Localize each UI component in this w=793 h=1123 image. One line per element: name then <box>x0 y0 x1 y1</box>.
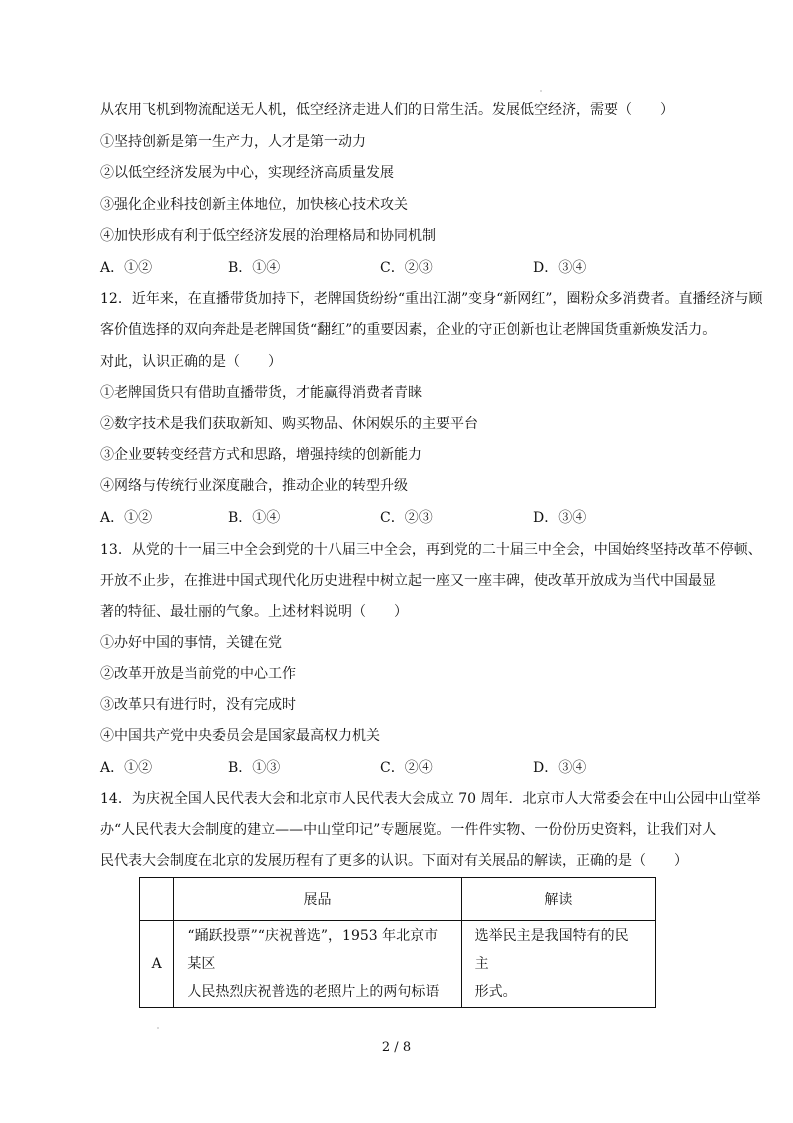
q13-item-2: ②改革开放是当前党的中心工作 <box>100 666 296 682</box>
q11-item-4: ④加快形成有利于低空经济发展的治理格局和协同机制 <box>100 228 436 244</box>
exhibit-table <box>139 877 656 1008</box>
page-number: 2 / 8 <box>381 1040 412 1055</box>
exhibit-line-2: 人民热烈庆祝普选的老照片上的两句标语 <box>187 984 440 1000</box>
header-label-cell <box>140 878 174 921</box>
q12-stem-line-1: 12．近年来，在直播带货加持下，老牌国货纷纷“重出江湖”变身“新网红”，圈粉众多消费者。直播经济与顾 <box>100 291 763 307</box>
q12-stem-line-3: 对此，认识正确的是（ ） <box>100 354 282 370</box>
q11-options <box>100 258 660 278</box>
q14-stem-line-2: 办“人民代表大会制度的建立——中山堂印记”专题展览。一件件实物、一份份历史资料，让我们对人 <box>100 822 717 838</box>
q11-item-2: ②以低空经济发展为中心，实现经济高质量发展 <box>100 165 394 181</box>
q12-options <box>100 508 660 528</box>
exhibit-table-header <box>140 878 656 921</box>
reading-line-2: 形式。 <box>474 984 517 1000</box>
row-label[interactable]: A <box>140 921 174 1008</box>
q11-option-b[interactable]: B．①④ <box>228 260 281 276</box>
q13-stem-line-3: 著的特征、最壮丽的气象。上述材料说明（ ） <box>100 604 408 620</box>
q12-item-2: ②数字技术是我们获取新知、购买物品、休闲娱乐的主要平台 <box>100 416 478 432</box>
q13-option-d[interactable]: D．③④ <box>533 760 587 776</box>
q13-item-3: ③改革只有进行时，没有完成时 <box>100 697 296 713</box>
reading-cell <box>461 921 655 1008</box>
q13-option-b[interactable]: B．①③ <box>228 760 281 776</box>
q11-option-c[interactable]: C．②③ <box>380 260 433 276</box>
scan-speck <box>157 1027 159 1029</box>
q13-option-a[interactable]: A．①② <box>100 760 153 776</box>
q12-item-4: ④网络与传统行业深度融合，推动企业的转型升级 <box>100 478 408 494</box>
q13-item-1: ①办好中国的事情，关键在党 <box>100 635 282 651</box>
q13-stem-line-2: 开放不止步，在推进中国式现代化历史进程中树立起一座又一座丰碑，使改革开放成为当代中国最显 <box>100 573 716 589</box>
table-row <box>140 921 656 1008</box>
q12-option-d[interactable]: D．③④ <box>533 510 587 526</box>
q12-stem-line-2: 客价值选择的双向奔赴是老牌国货“翻红”的重要因素，企业的守正创新也让老牌国货重新焕发活力。 <box>100 322 717 338</box>
q14-stem-line-1: 14．为庆祝全国人民代表大会和北京市人民代表大会成立 70 周年．北京市人大常委会在中山公园中山堂举 <box>100 791 761 807</box>
q12-option-c[interactable]: C．②③ <box>380 510 433 526</box>
q14-stem-line-3: 民代表大会制度在北京的发展历程有了更多的认识。下面对有关展品的解读，正确的是（ ） <box>100 853 688 869</box>
header-exhibit: 展品 <box>174 878 461 921</box>
q12-item-1: ①老牌国货只有借助直播带货，才能赢得消费者青睐 <box>100 385 422 401</box>
q11-option-d[interactable]: D．③④ <box>533 260 587 276</box>
q12-option-a[interactable]: A．①② <box>100 510 153 526</box>
q11-item-1: ①坚持创新是第一生产力，人才是第一动力 <box>100 134 366 150</box>
q13-item-4: ④中国共产党中央委员会是国家最高权力机关 <box>100 728 380 744</box>
q13-stem-line-1: 13．从党的十一届三中全会到党的十八届三中全会，再到党的二十届三中全会，中国始终坚持改革不停顿、 <box>100 542 762 558</box>
q12-item-3: ③企业要转变经营方式和思路，增强持续的创新能力 <box>100 447 422 463</box>
scan-speck <box>540 90 542 92</box>
exhibit-cell <box>174 921 461 1008</box>
reading-line-1: 选举民主是我国特有的民主 <box>474 928 629 972</box>
q12-option-b[interactable]: B．①④ <box>228 510 281 526</box>
header-reading: 解读 <box>461 878 655 921</box>
q11-stem: 从农用飞机到物流配送无人机，低空经济走进人们的日常生活。发展低空经济，需要（ ） <box>100 102 674 118</box>
exhibit-line-1: “踊跃投票”“庆祝普选”，1953 年北京市某区 <box>187 928 439 972</box>
q13-option-c[interactable]: C．②④ <box>380 760 433 776</box>
q11-item-3: ③强化企业科技创新主体地位，加快核心技术攻关 <box>100 197 408 213</box>
q13-options <box>100 758 660 778</box>
q11-option-a[interactable]: A．①② <box>100 260 153 276</box>
